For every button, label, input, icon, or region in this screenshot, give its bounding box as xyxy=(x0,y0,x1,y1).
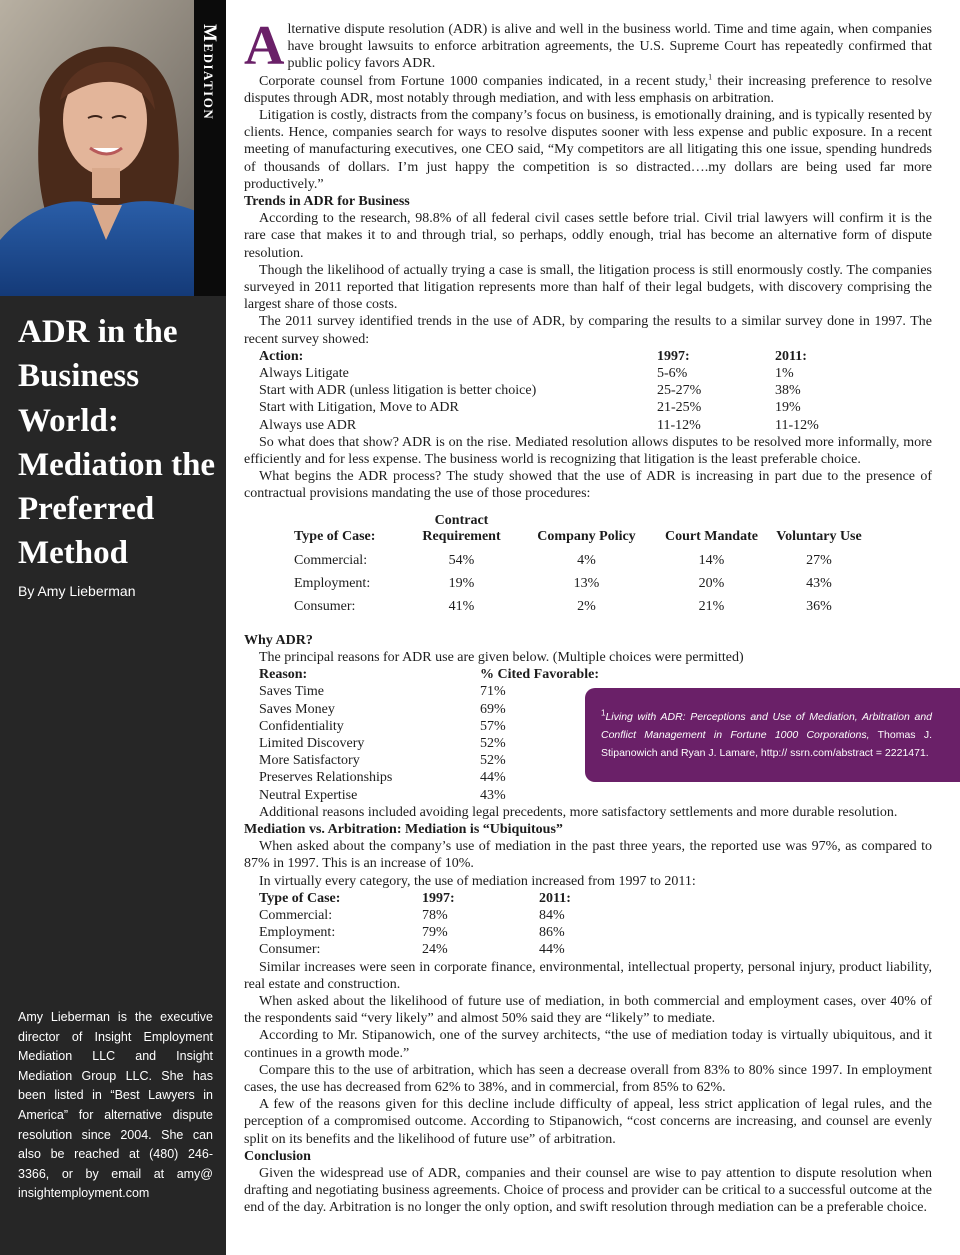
paragraph: Given the widespread use of ADR, companies and their counsel are wise to pay attention to dispute resolution when drafting and negotiating business agreements. Choice of process and provider can be critical to a successful outcome at the end of the day. Arbitration is no longer the only option, and swift resolution through mediation can be a preferable choice. xyxy=(244,1165,932,1216)
author-bio: Amy Lieberman is the executive director of Insight Employment Mediation LLC and Insight Mediation Group LLC. She has been listed in “Best Lawyers in America” for alternative dispute resolution since 2004. She can also be reached at (480) 246-3366, or by email at amy@ insightemployment.com xyxy=(18,1010,213,1201)
table-row: Always Litigate 5-6% 1% xyxy=(259,366,794,382)
drop-cap: A xyxy=(244,15,285,77)
table-header-row: Type of Case: Contract Requirement Company Policy Court Mandate Voluntary Use xyxy=(294,512,862,544)
paragraph: So what does that show? ADR is on the rise. Mediated resolution allows disputes to be resolved more informally, more efficiently and for less expense. The business world is recognizing that litigation is the least preferable choice. xyxy=(244,434,932,468)
table-row: Employment: 19% 13% 20% 43% xyxy=(294,575,832,591)
table-row: Consumer: 41% 2% 21% 36% xyxy=(294,598,832,614)
paragraph: Similar increases were seen in corporate finance, environmental, intellectual property, personal injury, product liability, real estate and construction. xyxy=(244,959,932,992)
sidebar xyxy=(0,0,226,1255)
article-title: ADR in the Business World: Mediation the Preferred Method xyxy=(18,314,216,572)
table-row: Commercial: 78% 84% xyxy=(259,907,565,923)
table-header-row: Reason: % Cited Favorable: xyxy=(259,667,599,683)
adr-trends-table xyxy=(259,348,819,434)
paragraph: Though the likelihood of actually trying a case is small, the litigation process is still enormously costly. The companies surveyed in 2011 reported that litigation represents more than half of their legal budgets, with discovery comprising the largest share of those costs. xyxy=(244,262,932,313)
paragraph: In virtually every category, the use of mediation increased from 1997 to 2011: xyxy=(259,873,696,889)
author-portrait-illustration xyxy=(0,0,226,296)
section-heading: Trends in ADR for Business xyxy=(244,194,410,210)
byline: By Amy Lieberman xyxy=(18,583,136,599)
table-row: Start with ADR (unless litigation is better choice) 25-27% 38% xyxy=(259,383,801,399)
article-body xyxy=(244,15,932,1217)
paragraph: According to the research, 98.8% of all federal civil cases settle before trial. Civil trial lawyers will confirm it is the rare case that makes it to and through trial, so perhaps, oddly enough, trial has become an alternative form of dispute resolution. xyxy=(244,211,932,261)
table-row: Always use ADR 11-12% 11-12% xyxy=(259,417,819,433)
paragraph-intro: Alternative dispute resolution (ADR) is alive and well in the business world. Time and time again, when companies have brought lawsuits to enforce arbitration agreements, the U.S. Supreme Court has repeatedly confirmed that public policy favors ADR. xyxy=(244,15,932,77)
paragraph: A few of the reasons given for this decline include difficulty of appeal, less strict application of legal rules, and the perception of a compromised outcome. According to Stipanowich, “cost concerns are increasing, and counsel are evenly split on its benefits and the likelihood of future use” of arbitration. xyxy=(244,1097,932,1147)
author-photo xyxy=(0,0,226,296)
section-heading: Conclusion xyxy=(244,1148,311,1164)
table-row: Neutral Expertise 43% xyxy=(259,787,506,803)
paragraph: The 2011 survey identified trends in the use of ADR, by comparing the results to a similar survey done in 1997. The recent survey showed: xyxy=(244,314,932,347)
table-header-row: Type of Case: 1997: 2011: xyxy=(259,890,571,906)
adr-triggers-table xyxy=(294,513,869,618)
table-row: Employment: 79% 86% xyxy=(259,925,565,941)
footnote-marker: 1 xyxy=(601,708,606,718)
table-row: Consumer: 24% 44% xyxy=(259,942,565,958)
paragraph: Compare this to the use of arbitration, which has seen a decrease overall from 83% to 80% since 1997. In employment cases, the use has decreased from 62% to 38%, and in commercial, from 85% to 62%. xyxy=(244,1062,932,1095)
paragraph: What begins the ADR process? The study showed that the use of ADR is increasing in part due to the presence of contractual provisions mandating the use of those procedures: xyxy=(244,469,932,502)
table-row: Preserves Relationships 44% xyxy=(259,770,506,786)
paragraph: According to Mr. Stipanowich, one of the survey architects, “the use of mediation today is virtually ubiquitous, and it continues in a growth mode.” xyxy=(244,1028,932,1061)
paragraph: Additional reasons included avoiding legal precedents, more satisfactory settlements and more durable resolution. xyxy=(259,804,898,820)
section-heading: Why ADR? xyxy=(244,632,313,648)
section-heading: Mediation vs. Arbitration: Mediation is “Ubiquitous” xyxy=(244,821,563,837)
paragraph: The principal reasons for ADR use are given below. (Multiple choices were permitted) xyxy=(259,649,744,665)
mediation-growth-table xyxy=(259,890,571,959)
paragraph: Litigation is costly, distracts from the company’s focus on business, is emotionally draining, and is typically resented by clients. Hence, companies search for ways to resolve disputes sooner with less expense and public exposure. In a recent meeting of manufacturing executives, one CEO said, “My competitors are all litigating this one issue, spending hundreds of thousands of dollars. I’m just happy the competition is so distracted….my dollars are being used far more productively.” xyxy=(244,108,932,192)
paragraph: When asked about the likelihood of future use of mediation, in both commercial and employment cases, over 40% of the respondents said “very likely” and almost 50% said they are “likely” to mediate. xyxy=(244,993,932,1027)
table-row: Limited Discovery 52% xyxy=(259,735,506,751)
footnote-callout xyxy=(585,688,960,782)
table-header-row: Action: 1997: 2011: xyxy=(259,348,807,364)
paragraph: When asked about the company’s use of mediation in the past three years, the reported use was 97%, as compared to 87% in 1997. This is an increase of 10%. xyxy=(244,839,932,872)
table-row: Saves Time 71% xyxy=(259,684,506,700)
footnote-citation-rest: Thomas J. Stipanowich and Ryan J. Lamare, http:// ssrn.com/abstract = 2221471. xyxy=(601,729,932,759)
table-row: More Satisfactory 52% xyxy=(259,753,506,769)
paragraph: Corporate counsel from Fortune 1000 companies indicated, in a recent study,$^1$ their increasing preference to resolve disputes through ADR, most notably through mediation, and with less emphasis on arbitration. xyxy=(244,71,932,106)
table-row: Saves Money 69% xyxy=(259,701,506,717)
adr-reasons-table xyxy=(259,666,599,804)
table-row: Commercial: 54% 4% 14% 27% xyxy=(294,552,832,568)
table-row: Start with Litigation, Move to ADR 21-25% 19% xyxy=(259,400,801,416)
footnote-citation-title: Living with ADR: Perceptions and Use of Mediation, Arbitration and Conflict Management in Fortune 1000 Corporations, xyxy=(601,711,932,741)
table-row: Confidentiality 57% xyxy=(259,718,506,734)
section-label: Mediation xyxy=(199,24,220,121)
